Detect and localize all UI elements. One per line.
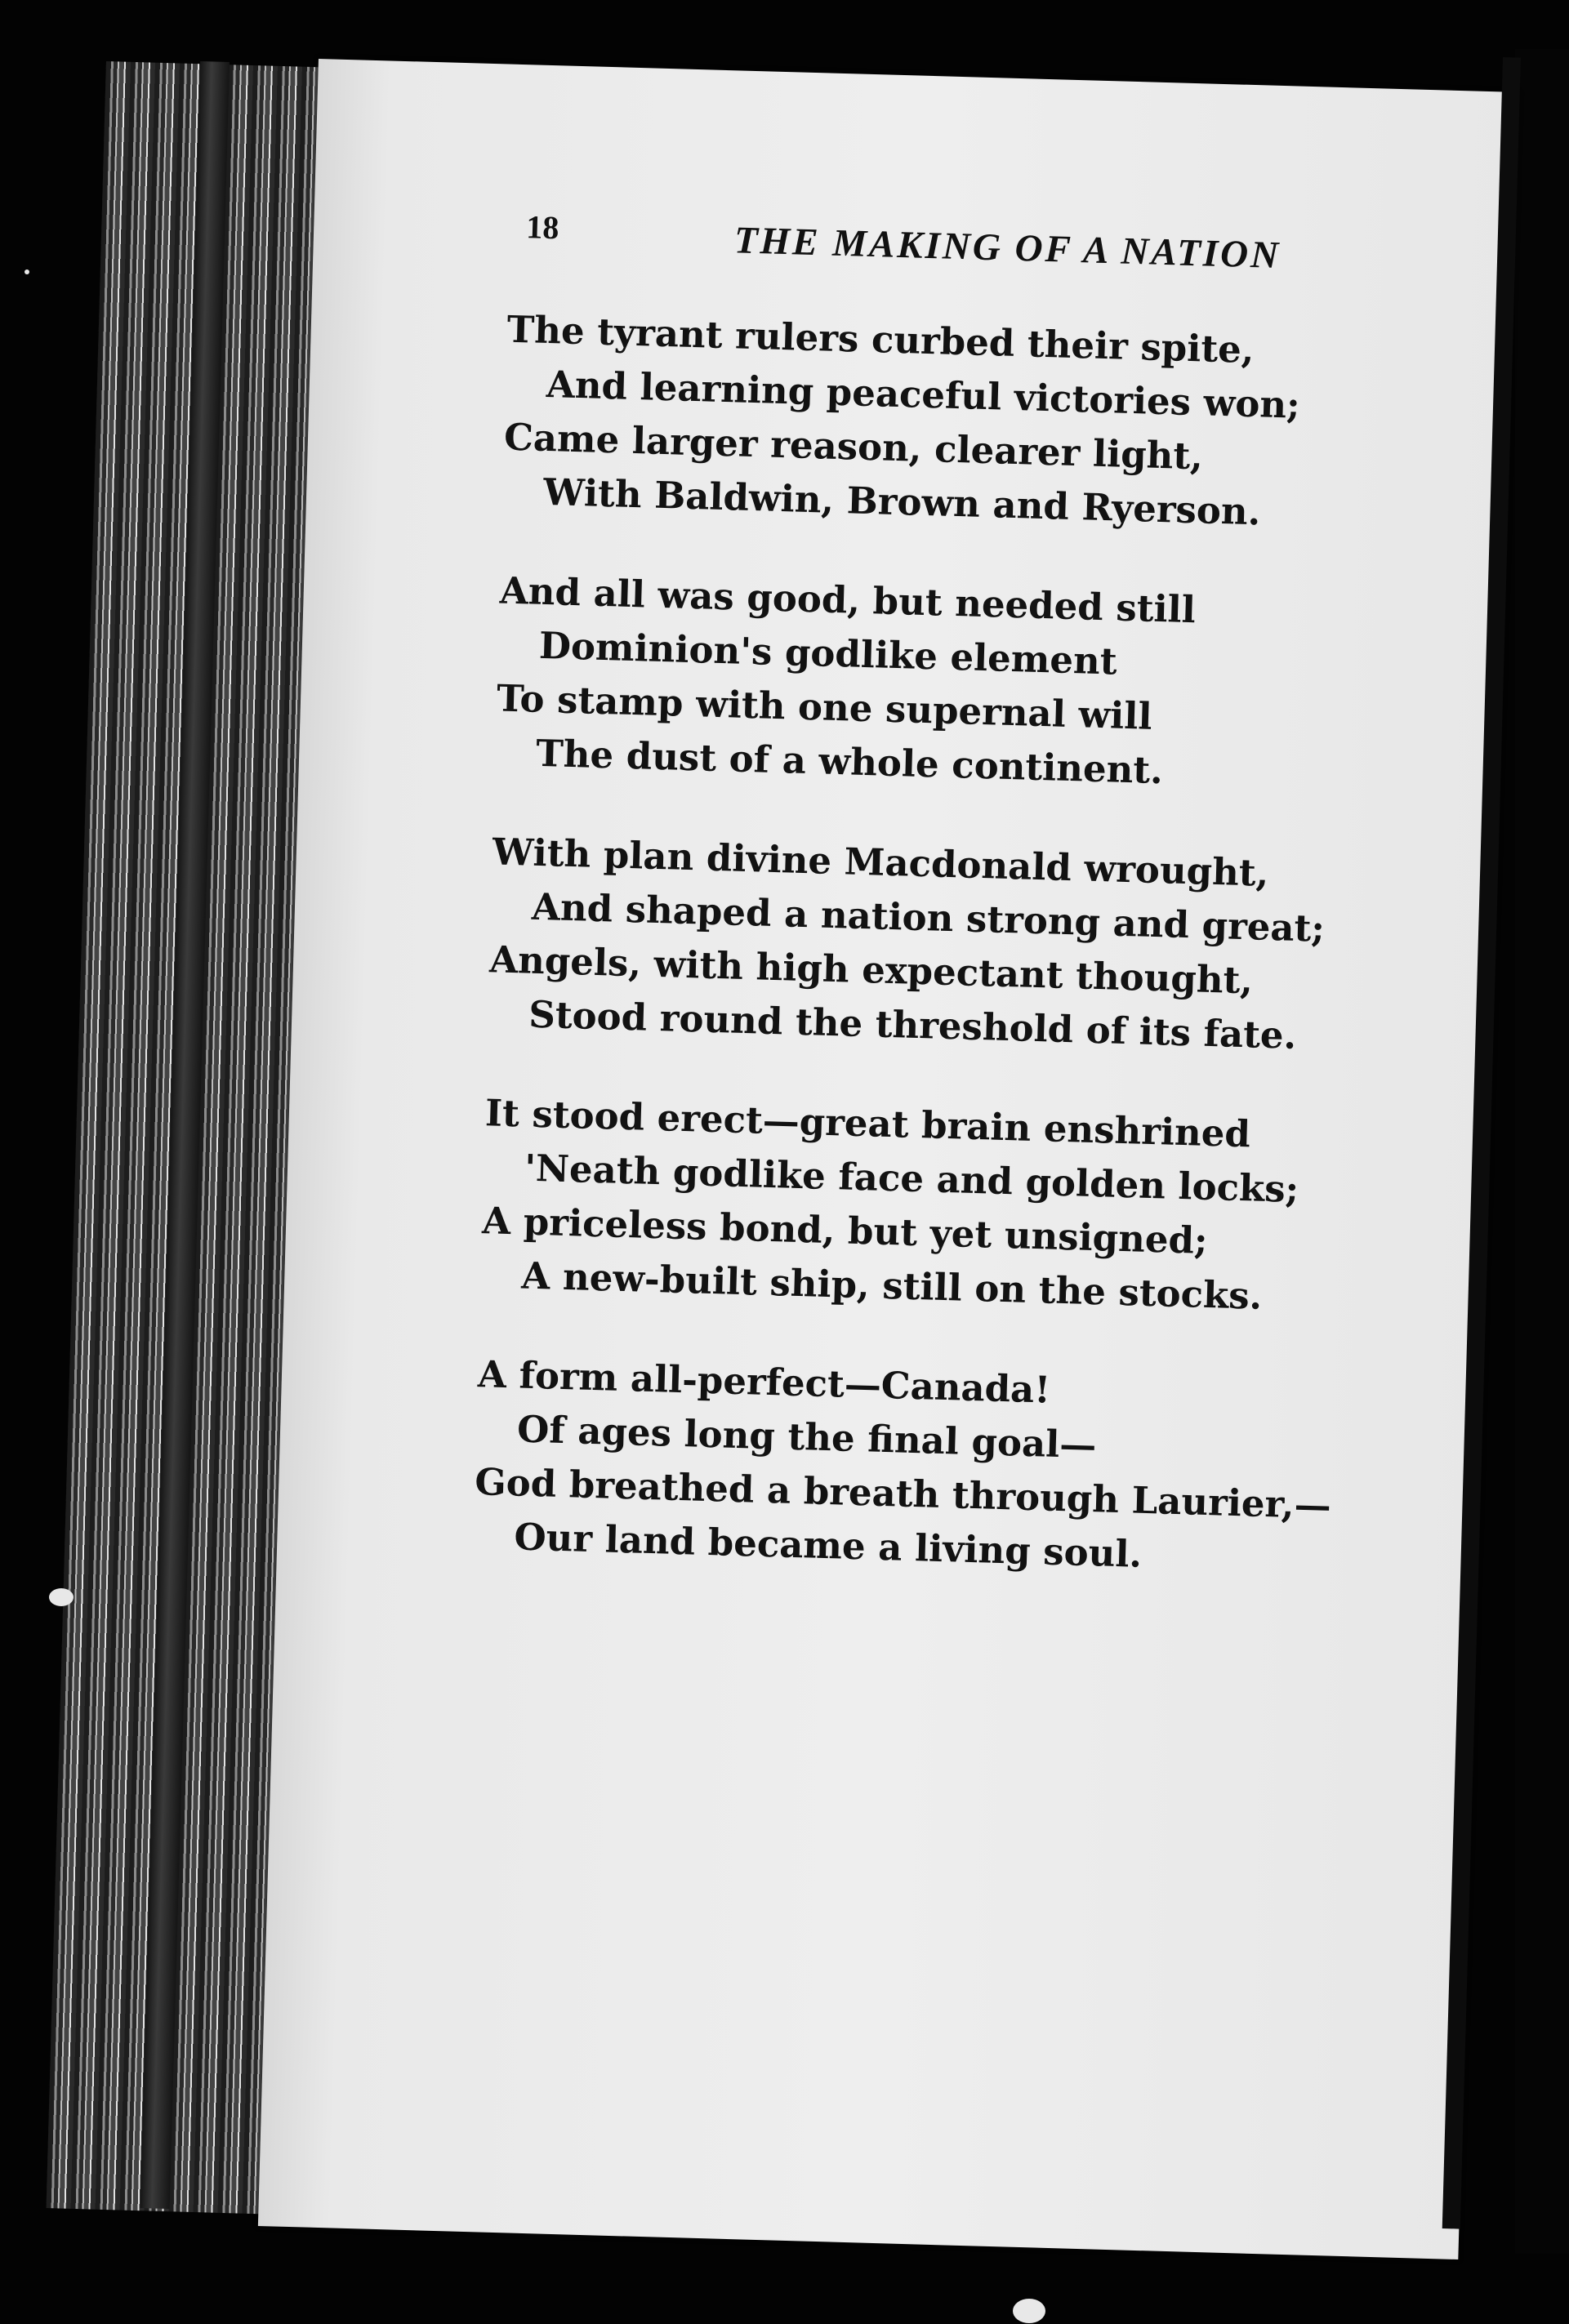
stanza [494, 563, 1317, 802]
poem-line: Of ages long the final goal— [516, 1407, 1098, 1467]
poem-line: A new-built ship, still on the stocks. [520, 1253, 1263, 1318]
running-head: THE MAKING OF A NATION [733, 219, 1281, 277]
scan-speck [1013, 2299, 1045, 2323]
poem-line: 'Neath godlike face and golden locks; [524, 1146, 1299, 1212]
poem-line: A priceless bond, but yet unsigned; [481, 1199, 1209, 1262]
poem-line: It stood erect—great brain enshrined [484, 1091, 1251, 1156]
scan-speck [49, 1588, 74, 1606]
stanza [473, 1347, 1332, 1586]
poem-line: And all was good, but needed still [499, 568, 1197, 632]
right-margin-shadow [1515, 49, 1569, 2254]
stanza [488, 825, 1326, 1063]
page-number: 18 [525, 208, 559, 247]
poem-line: Our land became a living soul. [513, 1515, 1143, 1576]
poem-line: God breathed a breath through Laurier,— [474, 1460, 1332, 1528]
poem-line: To stamp with one supernal will [496, 676, 1153, 738]
poem-line: The tyrant rulers curbed their spite, [506, 307, 1255, 372]
poem-line: Dominion's godlike element [538, 623, 1118, 683]
poem-line: And learning peaceful victories won; [546, 362, 1301, 427]
page-header [525, 207, 1393, 297]
poem-line: With Baldwin, Brown and Ryerson. [542, 470, 1262, 534]
stanza [501, 303, 1324, 541]
poem-line: Angels, with high expectant thought, [488, 937, 1254, 1003]
poem-line: A form all-perfect—Canada! [477, 1352, 1051, 1412]
poem-line: The dust of a whole continent. [535, 731, 1164, 793]
poem-line: And shaped a nation strong and great; [531, 884, 1326, 951]
poem-body [471, 303, 1332, 1632]
stanza [480, 1086, 1303, 1325]
poem-line: Came larger reason, clearer light, [503, 415, 1204, 479]
scan-speck [25, 269, 29, 274]
poem-line: Stood round the threshold of its fate. [528, 992, 1298, 1057]
printed-page [258, 59, 1519, 2259]
poem-line: With plan divine Macdonald wrought, [492, 830, 1270, 895]
